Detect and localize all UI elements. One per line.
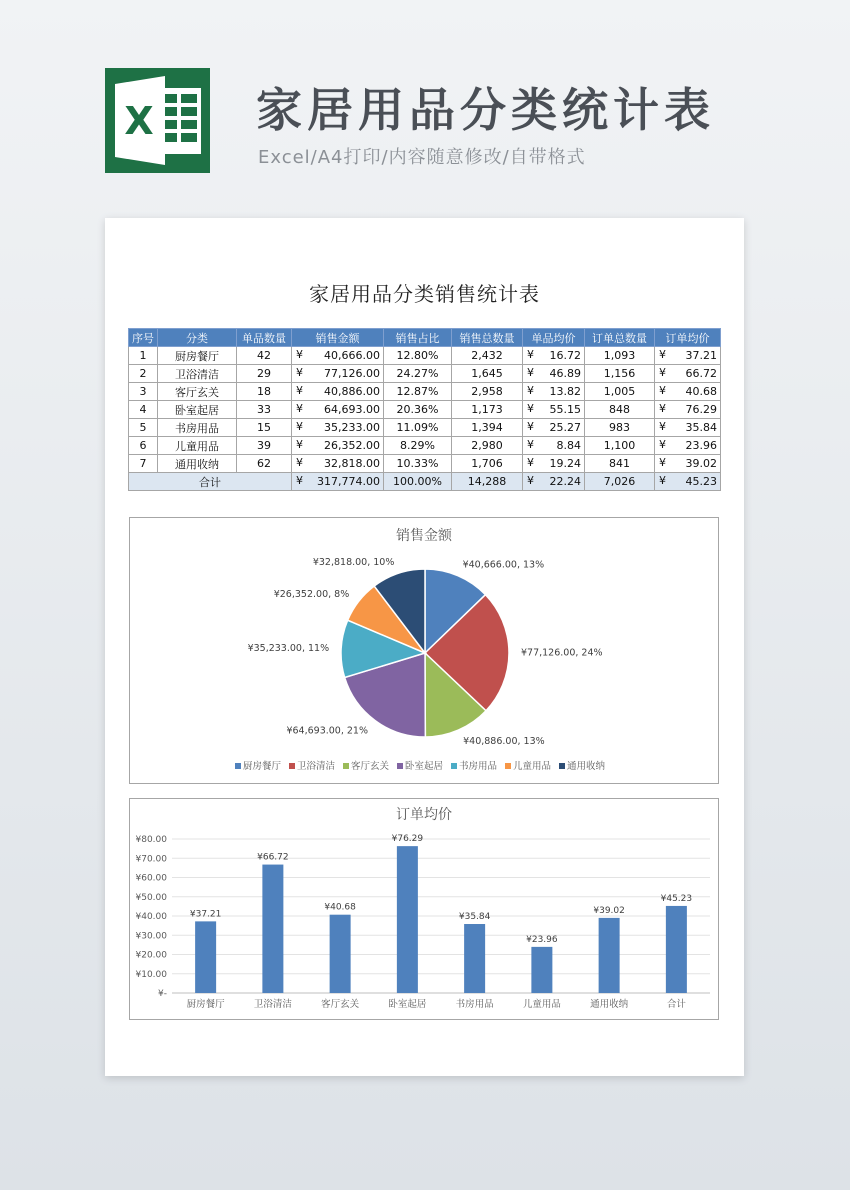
total-amount[interactable] [292,473,384,491]
column-header[interactable]: 订单总数量 [585,329,655,347]
legend-entry[interactable]: 卧室起居 [405,761,444,772]
total-unit-price[interactable] [523,473,585,491]
table-cell-orders[interactable]: 1,156 [585,365,655,383]
table-row[interactable] [129,419,721,437]
table-header-row [129,329,721,347]
x-tick-label: 卫浴清洁 [253,999,292,1010]
column-header[interactable]: 单品均价 [523,329,585,347]
table-cell-no[interactable]: 7 [129,455,158,473]
cell-value: 16.72 [549,349,581,362]
table-cell-orders[interactable]: 848 [585,401,655,419]
bar-chart-panel[interactable] [129,798,719,1020]
currency-symbol: ¥ [659,456,666,469]
table-row[interactable] [129,437,721,455]
bar[interactable] [397,846,418,993]
table-cell-no[interactable]: 2 [129,365,158,383]
table-cell-items[interactable]: 33 [237,401,292,419]
currency-symbol: ¥ [296,366,303,379]
table-cell-items[interactable]: 62 [237,455,292,473]
x-tick-label: 厨房餐厅 [186,999,225,1010]
currency-symbol: ¥ [659,384,666,397]
currency-symbol: ¥ [659,438,666,451]
bar-data-label: ¥39.02 [593,905,625,916]
table-cell-amount[interactable] [292,401,384,419]
table-cell-orders[interactable]: 1,100 [585,437,655,455]
table-cell-orders[interactable]: 1,005 [585,383,655,401]
y-tick-label: ¥80.00 [135,835,167,845]
table-cell-amount[interactable] [292,365,384,383]
currency-symbol: ¥ [527,438,534,451]
table-cell-no[interactable]: 1 [129,347,158,365]
column-header[interactable]: 订单均价 [655,329,721,347]
cell-value: 64,693.00 [324,403,380,416]
currency-symbol: ¥ [527,456,534,469]
legend-swatch [235,763,241,769]
currency-symbol: ¥ [659,420,666,433]
cell-value: 46.89 [549,367,581,380]
table-cell-share[interactable]: 12.87% [384,383,452,401]
bar-chart [130,799,718,1019]
x-tick-label: 合计 [666,999,686,1010]
table-cell-amount[interactable] [292,383,384,401]
legend-entry[interactable]: 卫浴清洁 [297,761,336,772]
excel-logo-icon [105,68,210,173]
y-tick-label: ¥30.00 [135,931,167,942]
table-cell-amount[interactable] [292,437,384,455]
bar-data-label: ¥66.72 [257,852,289,863]
table-cell-share[interactable]: 20.36% [384,401,452,419]
column-header[interactable]: 销售总数量 [452,329,523,347]
table-cell-qty[interactable]: 1,394 [452,419,523,437]
table-cell-no[interactable]: 6 [129,437,158,455]
legend-swatch [289,763,295,769]
table-cell-orders[interactable]: 1,093 [585,347,655,365]
bar[interactable] [666,906,687,993]
y-tick-label: ¥10.00 [135,969,167,980]
table-cell-unit-price[interactable] [523,401,585,419]
bar-data-label: ¥35.84 [458,912,491,923]
table-row[interactable] [129,455,721,473]
x-tick-label: 客厅玄关 [321,999,360,1010]
bar[interactable] [330,915,351,993]
table-cell-unit-price[interactable] [523,437,585,455]
table-cell-category[interactable]: 通用收纳 [158,455,237,473]
table-cell-no[interactable]: 5 [129,419,158,437]
table-cell-qty[interactable]: 2,980 [452,437,523,455]
table-cell-share[interactable]: 11.09% [384,419,452,437]
currency-symbol: ¥ [527,348,534,361]
table-cell-unit-price[interactable] [523,455,585,473]
legend-entry[interactable]: 儿童用品 [513,761,552,772]
currency-symbol: ¥ [659,366,666,379]
cell-value: 40,666.00 [324,349,380,362]
bar[interactable] [262,865,283,993]
cell-value: 76.29 [685,403,717,416]
cell-value: 19.24 [549,457,581,470]
column-header[interactable]: 销售占比 [384,329,452,347]
table-cell-category[interactable]: 厨房餐厅 [158,347,237,365]
table-cell-order-avg[interactable] [655,383,721,401]
legend-entry[interactable]: 客厅玄关 [351,761,390,772]
total-share[interactable]: 100.00% [384,473,452,491]
column-header[interactable]: 销售金额 [292,329,384,347]
table-cell-amount[interactable] [292,455,384,473]
pie-data-label: ¥35,233.00, 11% [247,642,330,654]
bar[interactable] [531,947,552,993]
cell-value: 8.84 [556,439,581,452]
cell-value: 39.02 [685,457,717,470]
pie-data-label: ¥32,818.00, 10% [312,557,395,569]
currency-symbol: ¥ [527,474,534,487]
table-cell-no[interactable]: 3 [129,383,158,401]
table-cell-order-avg[interactable] [655,401,721,419]
table-cell-category[interactable]: 卫浴清洁 [158,365,237,383]
table-cell-items[interactable]: 42 [237,347,292,365]
table-cell-items[interactable]: 29 [237,365,292,383]
pie-data-label: ¥40,886.00, 13% [463,736,545,748]
legend-swatch [343,763,349,769]
currency-symbol: ¥ [659,402,666,415]
x-tick-label: 儿童用品 [522,999,561,1010]
pie-data-label: ¥77,126.00, 24% [520,647,603,659]
pie-data-label: ¥64,693.00, 21% [286,725,369,737]
table-row[interactable] [129,365,721,383]
table-cell-qty[interactable]: 2,432 [452,347,523,365]
pie-chart [130,518,718,783]
currency-symbol: ¥ [296,456,303,469]
sheet-title: 家居用品分类销售统计表 [309,282,540,306]
cell-value: 55.15 [549,403,581,416]
cell-value: 35,233.00 [324,421,380,434]
currency-symbol: ¥ [527,384,534,397]
x-tick-label: 书房用品 [455,999,494,1010]
bar-data-label: ¥76.29 [391,834,424,845]
table-cell-qty[interactable]: 1,706 [452,455,523,473]
table-cell-share[interactable]: 12.80% [384,347,452,365]
currency-symbol: ¥ [659,474,666,487]
currency-symbol: ¥ [527,366,534,379]
y-tick-label: ¥60.00 [135,873,167,884]
table-cell-category[interactable]: 儿童用品 [158,437,237,455]
cell-value: 317,774.00 [317,475,380,488]
currency-symbol: ¥ [527,402,534,415]
sales-table [128,328,721,491]
table-cell-qty[interactable]: 1,645 [452,365,523,383]
y-tick-label: ¥40.00 [135,912,167,922]
currency-symbol: ¥ [527,420,534,433]
table-cell-category[interactable]: 书房用品 [158,419,237,437]
y-tick-label: ¥50.00 [135,892,167,903]
cell-value: 32,818.00 [324,457,380,470]
cell-value: 45.23 [685,475,717,488]
column-header[interactable]: 单品数量 [237,329,292,347]
table-cell-amount[interactable] [292,419,384,437]
table-cell-share[interactable]: 8.29% [384,437,452,455]
cell-value: 77,126.00 [324,367,380,380]
currency-symbol: ¥ [296,438,303,451]
x-tick-label: 卧室起居 [388,999,427,1010]
table-cell-order-avg[interactable] [655,437,721,455]
total-qty[interactable]: 14,288 [452,473,523,491]
y-tick-label: ¥70.00 [135,854,167,865]
table-cell-order-avg[interactable] [655,419,721,437]
cell-value: 37.21 [685,349,717,362]
table-cell-order-avg[interactable] [655,365,721,383]
table-cell-order-avg[interactable] [655,455,721,473]
bar[interactable] [599,918,620,993]
table-cell-order-avg[interactable] [655,347,721,365]
excel-logo-letter: X [124,99,154,143]
table-cell-items[interactable]: 39 [237,437,292,455]
cell-value: 13.82 [549,385,581,398]
table-cell-category[interactable]: 卧室起居 [158,401,237,419]
legend-entry[interactable]: 通用收纳 [567,761,606,772]
table-cell-no[interactable]: 4 [129,401,158,419]
legend-entry[interactable]: 厨房餐厅 [243,761,282,772]
bar-data-label: ¥23.96 [526,934,558,945]
table-cell-qty[interactable]: 1,173 [452,401,523,419]
bar[interactable] [195,921,216,993]
legend-entry[interactable]: 书房用品 [459,761,498,772]
cell-value: 40.68 [685,385,717,398]
table-cell-amount[interactable] [292,347,384,365]
legend-swatch [505,763,511,769]
column-header[interactable]: 分类 [158,329,237,347]
table-cell-orders[interactable]: 841 [585,455,655,473]
pie-chart-panel[interactable] [129,517,719,784]
table-cell-qty[interactable]: 2,958 [452,383,523,401]
bar-chart-title: 订单均价 [396,807,452,823]
pie-data-label: ¥26,352.00, 8% [273,589,350,601]
y-tick-label: ¥- [158,989,167,999]
currency-symbol: ¥ [296,474,303,487]
currency-symbol: ¥ [296,348,303,361]
cell-value: 23.96 [685,439,717,452]
table-cell-unit-price[interactable] [523,419,585,437]
x-tick-label: 通用收纳 [590,999,629,1010]
table-cell-items[interactable]: 15 [237,419,292,437]
bar-data-label: ¥37.21 [189,909,222,920]
column-header[interactable]: 序号 [129,329,158,347]
table-cell-orders[interactable]: 983 [585,419,655,437]
bar[interactable] [464,924,485,993]
currency-symbol: ¥ [296,384,303,397]
currency-symbol: ¥ [296,402,303,415]
table-cell-share[interactable]: 10.33% [384,455,452,473]
legend-swatch [451,763,457,769]
table-row[interactable] [129,383,721,401]
table-cell-items[interactable]: 18 [237,383,292,401]
currency-symbol: ¥ [659,348,666,361]
cell-value: 25.27 [549,421,581,434]
table-row[interactable] [129,401,721,419]
total-label[interactable]: 合计 [129,473,292,491]
cell-value: 26,352.00 [324,439,380,452]
total-orders[interactable]: 7,026 [585,473,655,491]
page-title: 家居用品分类统计表 [256,83,715,137]
currency-symbol: ¥ [296,420,303,433]
table-row[interactable] [129,347,721,365]
table-total-row[interactable] [129,473,721,491]
cell-value: 22.24 [549,475,581,488]
bar-data-label: ¥45.23 [660,893,693,904]
table-cell-unit-price[interactable] [523,383,585,401]
bar-data-label: ¥40.68 [324,902,356,913]
total-order-avg[interactable] [655,473,721,491]
y-tick-label: ¥20.00 [135,950,167,961]
page-subtitle: Excel/A4打印/内容随意修改/自带格式 [258,147,586,168]
cell-value: 35.84 [685,421,717,434]
cell-value: 66.72 [685,367,717,380]
table-cell-unit-price[interactable] [523,347,585,365]
pie-chart-title: 销售金额 [396,528,452,544]
legend-swatch [397,763,403,769]
table-cell-share[interactable]: 24.27% [384,365,452,383]
table-cell-unit-price[interactable] [523,365,585,383]
table-cell-category[interactable]: 客厅玄关 [158,383,237,401]
cell-value: 40,886.00 [324,385,380,398]
pie-data-label: ¥40,666.00, 13% [462,559,545,571]
legend-swatch [559,763,565,769]
